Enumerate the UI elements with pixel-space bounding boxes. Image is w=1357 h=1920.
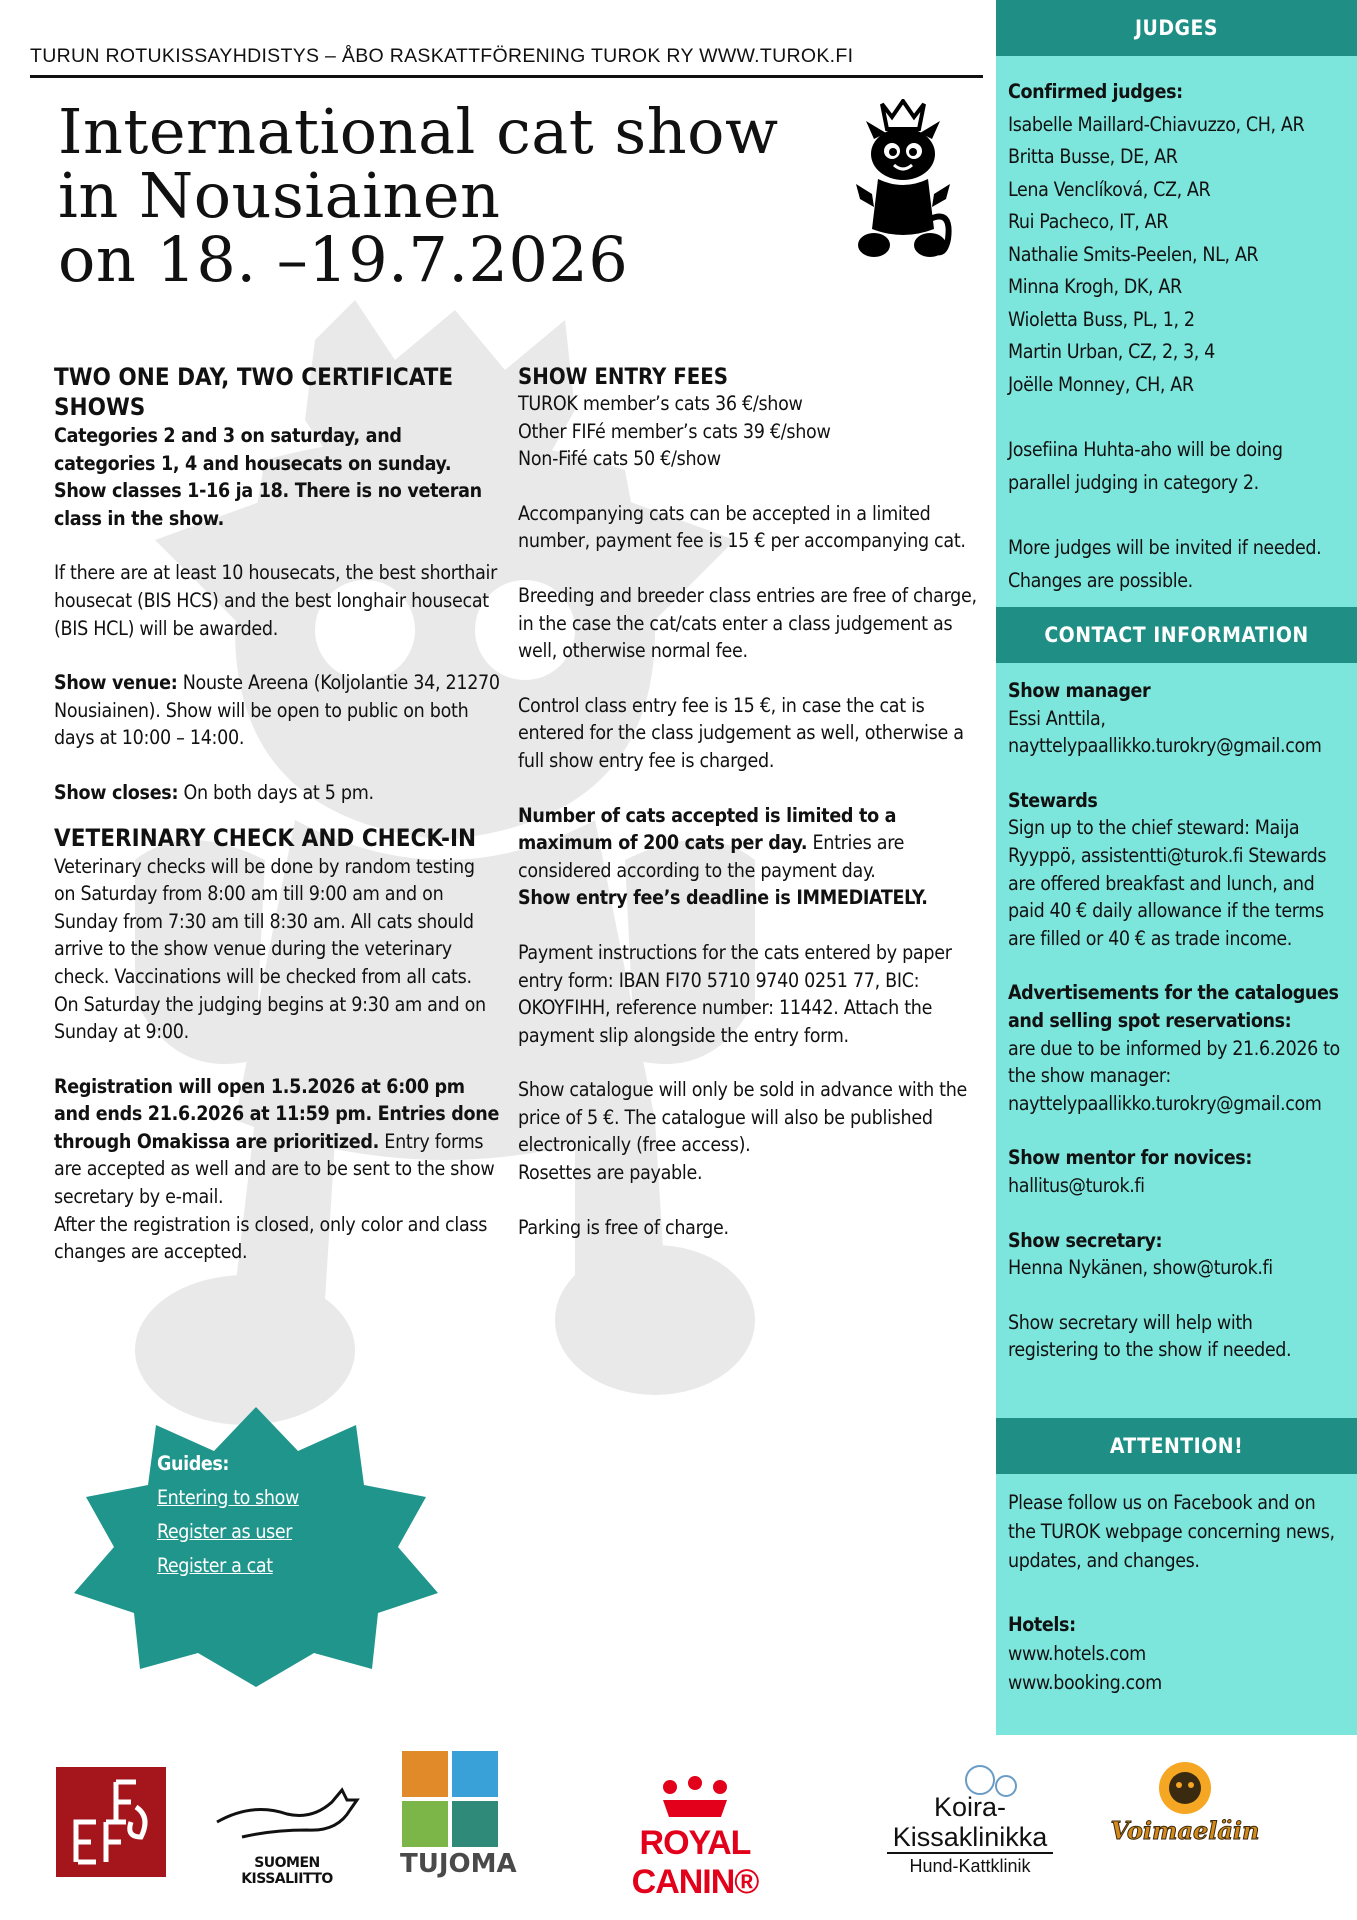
contact-section xyxy=(996,663,1357,1364)
booking-link[interactable]: www.booking.com xyxy=(1008,1671,1162,1694)
judges-header: JUDGES xyxy=(996,0,1357,56)
veterinary-text: Veterinary checks will be done by random testing on Saturday from 8:00 am till 9:00 am and on Sunday from 7:30 am till 8:30 am. All cats should arrive to the show venue during the veterinary check. Vaccinations will be checked from all cats. On Saturday the judging begins at 9:30 am and on Sunday at 9:00. xyxy=(54,854,486,1044)
judge-item: Isabelle Maillard-Chiavuzzo, CH, AR xyxy=(1008,112,1305,136)
mentor-label: Show mentor for novices: xyxy=(1008,1146,1252,1170)
registration-closed-text: After the registration is closed, only color and class changes are accepted. xyxy=(54,1212,488,1264)
secretary-help-text: Show secretary will help with registering to the show if needed. xyxy=(1008,1310,1292,1362)
closes-label: Show closes: xyxy=(54,780,179,804)
fee-item: Non-Fifé cats 50 €/show xyxy=(518,447,721,471)
catalogue-value: Show catalogue will only be sold in advance with the price of 5 €. The catalogue will also be published electronically (free access). xyxy=(518,1078,968,1157)
deadline-bold: Show entry fee’s deadline is IMMEDIATELY. xyxy=(518,886,928,910)
manager-email[interactable]: nayttelypaallikko.turokry@gmail.com xyxy=(1008,734,1322,758)
fee-item: TUROK member’s cats 36 €/show xyxy=(518,392,803,415)
register-a-cat-link[interactable]: Register a cat xyxy=(157,1554,273,1577)
parallel-judging-text: Josefiina Huhta-aho will be doing parallel judging in category 2. xyxy=(1008,438,1283,494)
left-column xyxy=(54,362,500,1293)
limit-text xyxy=(518,802,982,912)
koira-kissaklinikka-logo xyxy=(870,1758,1070,1878)
tujoma-bird-tile xyxy=(402,1801,448,1847)
guides-label: Guides: xyxy=(157,1452,230,1475)
mentor-email[interactable]: hallitus@turok.fi xyxy=(1008,1173,1145,1197)
closes-text xyxy=(54,779,500,807)
housecats-text: If there are at least 10 housecats, the best shorthair housecat (BIS HCS) and the best longhair housecat (BIS HCL) will be awarded. xyxy=(54,561,498,640)
limit-bold: Number of cats accepted is limited to a maximum of 200 cats per day. xyxy=(518,803,897,855)
more-judges-text: More judges will be invited if needed. Changes are possible. xyxy=(1008,536,1322,592)
kissaliitto-text: SUOMEN KISSALIITTO xyxy=(241,1855,333,1887)
attention-section xyxy=(996,1488,1357,1697)
leaping-cat-icon xyxy=(212,1772,362,1847)
crown-icon xyxy=(655,1775,735,1820)
veterinary-heading: VETERINARY CHECK AND CHECK-IN xyxy=(54,823,477,852)
secretary-label: Show secretary: xyxy=(1008,1228,1163,1252)
fife-logo xyxy=(56,1767,166,1877)
judge-item: Wioletta Buss, PL, 1, 2 xyxy=(1008,307,1195,331)
secretary-contact: Henna Nykänen, show@turok.fi xyxy=(1008,1256,1273,1280)
suomen-kissaliitto-logo xyxy=(212,1772,362,1887)
middle-column xyxy=(518,366,982,1268)
judge-item: Minna Krogh, DK, AR xyxy=(1008,275,1182,298)
judge-item: Lena Venclíková, CZ, AR xyxy=(1008,177,1211,201)
tujoma-logo xyxy=(400,1751,517,1881)
rosettes-value: Rosettes are payable. xyxy=(518,1161,703,1185)
judge-item: Rui Pacheco, IT, AR xyxy=(1008,210,1169,233)
guides-box xyxy=(157,1447,299,1583)
catalogue-text xyxy=(518,1076,982,1186)
parking-text: Parking is free of charge. xyxy=(518,1215,729,1239)
hotels-label: Hotels: xyxy=(1008,1613,1076,1636)
register-as-user-link[interactable]: Register as user xyxy=(157,1520,293,1543)
confirmed-judges-label: Confirmed judges: xyxy=(1008,80,1183,103)
fees-heading: SHOW ENTRY FEES xyxy=(518,365,729,390)
judge-item: Nathalie Smits-Peelen, NL, AR xyxy=(1008,242,1259,266)
royal-canin-text: ROYAL CANIN® xyxy=(631,1824,759,1901)
attention-header: ATTENTION! xyxy=(996,1418,1357,1474)
control-text: Control class entry fee is 15 €, in case the cat is entered for the class judgement as well, otherwise a full show entry fee is charged. xyxy=(518,693,964,772)
venue-value: Nouste Areena (Koljolantie 34, 21270 Nousiainen). Show will be open to public on both days at 10:00 – 14:00. xyxy=(54,671,500,750)
ads-label: Advertisements for the catalogues and selling spot reservations: xyxy=(1008,981,1339,1032)
royal-canin-logo xyxy=(575,1775,815,1901)
fife-emblem-icon xyxy=(56,1767,166,1877)
breeding-text: Breeding and breeder class entries are free of charge, in the case the cat/cats enter a class judgement as well, otherwise normal fee. xyxy=(518,583,977,663)
manager-label: Show manager xyxy=(1008,679,1151,702)
header-divider xyxy=(30,75,983,78)
voimaelain-logo xyxy=(1110,1760,1260,1870)
dog-and-cat-icon xyxy=(950,1758,1030,1798)
judges-section xyxy=(996,56,1357,597)
title-line: in Nousiainen xyxy=(58,159,501,232)
closes-value: On both days at 5 pm. xyxy=(178,780,374,804)
page-title xyxy=(58,95,779,296)
fees-list xyxy=(518,390,982,473)
sidebar xyxy=(996,0,1357,1735)
manager-name: Essi Anttila, xyxy=(1008,706,1106,730)
judge-item: Martin Urban, CZ, 2, 3, 4 xyxy=(1008,340,1215,363)
organization-header: TURUN ROTUKISSAYHDISTYS – ÅBO RASKATTFÖRENING TUROK RY WWW.TUROK.FI xyxy=(30,45,854,67)
attention-text: Please follow us on Facebook and on the TUROK webpage concerning news, updates, and changes. xyxy=(1008,1491,1335,1572)
categories-text xyxy=(54,422,500,532)
accompanying-text: Accompanying cats can be accepted in a limited number, payment fee is 15 € per accompanying cat. xyxy=(518,501,966,553)
tujoma-cat-tile xyxy=(452,1801,498,1847)
tujoma-fish-tile xyxy=(452,1751,498,1797)
limit-value: Entries are considered according to the payment day. xyxy=(518,831,905,882)
stewards-label: Stewards xyxy=(1008,788,1098,812)
contact-header: CONTACT INFORMATION xyxy=(996,607,1357,663)
turok-cat-logo xyxy=(852,99,954,262)
payment-text: Payment instructions for the cats entered by paper entry form: IBAN FI70 5710 9740 0251 77, BIC: OKOYFIHH, reference number: 11442. Attach the payment slip alongside the entry form. xyxy=(518,940,952,1047)
tujoma-dog-tile xyxy=(402,1751,448,1797)
voimaelain-text: Voimaeläin xyxy=(1110,1816,1260,1845)
judge-item: Britta Busse, DE, AR xyxy=(1008,145,1178,168)
judge-item: Joëlle Monney, CH, AR xyxy=(1008,372,1194,396)
klinikka-line3: Hund-Kattklinik xyxy=(909,1856,1031,1876)
registration-value: Entry forms are accepted as well and are to be sent to the show secretary by e-mail. xyxy=(54,1129,495,1209)
venue-label: Show venue: xyxy=(54,671,178,695)
title-line: International cat show xyxy=(58,95,779,168)
registration-bold: Registration will open 1.5.2026 at 6:00 pm and ends 21.6.2026 at 11:59 pm. Entries done through Omakissa are prioritized. xyxy=(54,1074,500,1153)
categories-bold: Categories 2 and 3 on saturday, and categories 1, 4 and housecats on sunday. Show classes 1-16 ja 18. There is no veteran class in the show. xyxy=(54,424,482,530)
ads-text: are due to be informed by 21.6.2026 to the show manager: nayttelypaallikko.turokry@gmail.com xyxy=(1008,1036,1340,1115)
title-line: on 18. –19.7.2026 xyxy=(58,223,629,296)
shows-heading: TWO ONE DAY, TWO CERTIFICATE SHOWS xyxy=(54,363,454,421)
fee-item: Other FIFé member’s cats 39 €/show xyxy=(518,419,831,443)
klinikka-line1: Koira- xyxy=(933,1792,1007,1822)
hotels-link[interactable]: www.hotels.com xyxy=(1008,1642,1146,1665)
tujoma-text: TUJOMA xyxy=(400,1849,517,1879)
entering-to-show-link[interactable]: Entering to show xyxy=(157,1486,299,1509)
registration-text xyxy=(54,1073,500,1211)
lion-sun-icon xyxy=(1157,1760,1213,1816)
stewards-text: Sign up to the chief steward: Maija Ryyppö, assistentti@turok.fi Stewards are offered breakfast and lunch, and paid 40 € daily allowance if the terms are filled or 40 € as trade income. xyxy=(1008,816,1327,950)
venue-text xyxy=(54,669,500,752)
klinikka-line2: Kissaklinikka xyxy=(887,1822,1054,1854)
